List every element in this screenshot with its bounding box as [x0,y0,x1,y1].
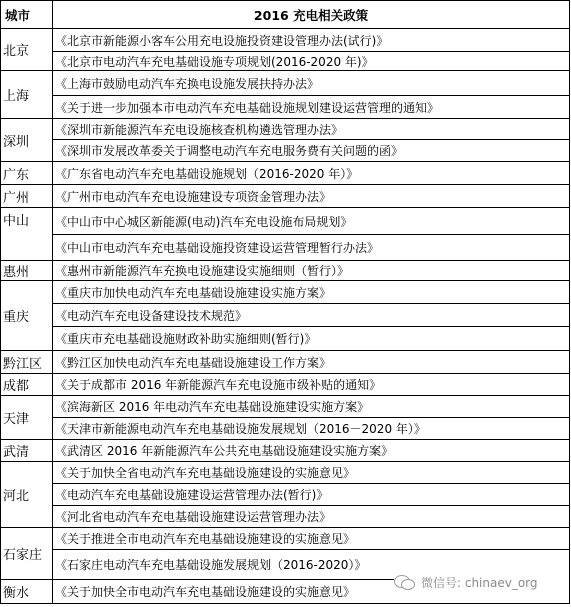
table-row [1,96,570,119]
table-row [1,29,570,52]
table-row [1,71,570,96]
table-row [1,506,570,528]
table-row [1,327,570,351]
city-cell: 北京 [1,29,53,71]
city-cell: 成都 [1,374,53,396]
table-row [1,235,570,261]
table-row [1,351,570,374]
policy-cell: 《天津市新能源电动汽车充电基础设施发展规划（2016－2020 年）》 [53,418,570,440]
policy-cell: 《中山市中心城区新能源(电动)汽车充电设施布局规划》 [53,208,570,235]
city-cell: 天津 [1,396,53,440]
table-row [1,261,570,281]
policy-cell: 《武清区 2016 年新能源汽车公共充电基础设施建设实施方案》 [53,440,570,462]
table-row [1,528,570,550]
table-row [1,374,570,396]
policy-cell: 《惠州市新能源汽车充换电设施建设实施细则（暂行）》 [53,261,570,281]
city-cell: 中山 [1,208,53,261]
policy-cell: 《关于加快全市电动汽车充电基础设施建设的实施意见》 [53,580,570,604]
city-column-header: 城市 [1,1,53,29]
policy-cell: 《中山市电动汽车充电基础设施投资建设运营管理暂行办法》 [53,235,570,261]
wechat-icon [394,573,416,591]
city-cell: 黔江区 [1,351,53,374]
policy-cell: 《滨海新区 2016 年电动汽车充电基础设施建设实施方案》 [53,396,570,418]
policy-cell: 《黔江区加快电动汽车充电基础设施建设工作方案》 [53,351,570,374]
policy-cell: 《关于进一步加强本市电动汽车充电基础设施规划建设运营管理的通知》 [53,96,570,119]
table-row [1,119,570,140]
policy-cell: 《重庆市充电基础设施财政补助实施细则(暂行)》 [53,327,570,351]
policy-cell: 《石家庄电动汽车充电基础设施发展规划（2016-2020）》 [53,550,570,580]
table-row [1,484,570,506]
table-row [1,140,570,162]
city-cell: 石家庄 [1,528,53,580]
city-cell: 广州 [1,185,53,208]
table-row [1,462,570,484]
city-cell: 广东 [1,162,53,185]
header-row [1,1,570,29]
policy-cell: 《北京市电动汽车充电基础设施专项规划(2016-2020 年)》 [53,52,570,71]
city-cell: 惠州 [1,261,53,281]
table-row [1,185,570,208]
watermark [394,569,569,595]
policy-cell: 《电动汽车充电基础设施建设运营管理办法(暂行)》 [53,484,570,506]
city-cell: 河北 [1,462,53,528]
policy-cell: 《电动汽车充电设备建设技术规范》 [53,304,570,327]
city-cell: 上海 [1,71,53,119]
table-row [1,281,570,304]
table-row [1,304,570,327]
watermark-text: 微信号: chinaev_org [421,575,538,590]
city-cell: 武清 [1,440,53,462]
policy-cell: 《河北省电动汽车充电基础设施建设运营管理办法》 [53,506,570,528]
city-cell: 衡水 [1,580,53,604]
policy-cell: 《广东省电动汽车充电基础设施规划（2016-2020 年）》 [53,162,570,185]
policy-column-header: 2016 充电相关政策 [53,1,570,29]
table-row [1,396,570,418]
policy-cell: 《广州市电动汽车充电设施建设专项资金管理办法》 [53,185,570,208]
table-row [1,440,570,462]
table-row [1,208,570,235]
policy-cell: 《北京市新能源小客车公用充电设施投资建设管理办法(试行)》 [53,29,570,52]
policy-cell: 《深圳市发展改革委关于调整电动汽车充电服务费有关问题的函》 [53,140,570,162]
policy-cell: 《深圳市新能源汽车充电设施核查机构遴选管理办法》 [53,119,570,140]
table-row [1,162,570,185]
city-cell: 重庆 [1,281,53,351]
policy-cell: 《关于推进全市电动汽车充电基础设施建设的实施意见》 [53,528,570,550]
policy-cell: 《上海市鼓励电动汽车充换电设施发展扶持办法》 [53,71,570,96]
policy-cell: 《关于加快全省电动汽车充电基础设施建设的实施意见》 [53,462,570,484]
city-cell: 深圳 [1,119,53,162]
policy-cell: 《关于成都市 2016 年新能源汽车充电设施市级补贴的通知》 [53,374,570,396]
table-row [1,418,570,440]
table-row [1,52,570,71]
policy-cell: 《重庆市加快电动汽车充电基础设施建设实施方案》 [53,281,570,304]
